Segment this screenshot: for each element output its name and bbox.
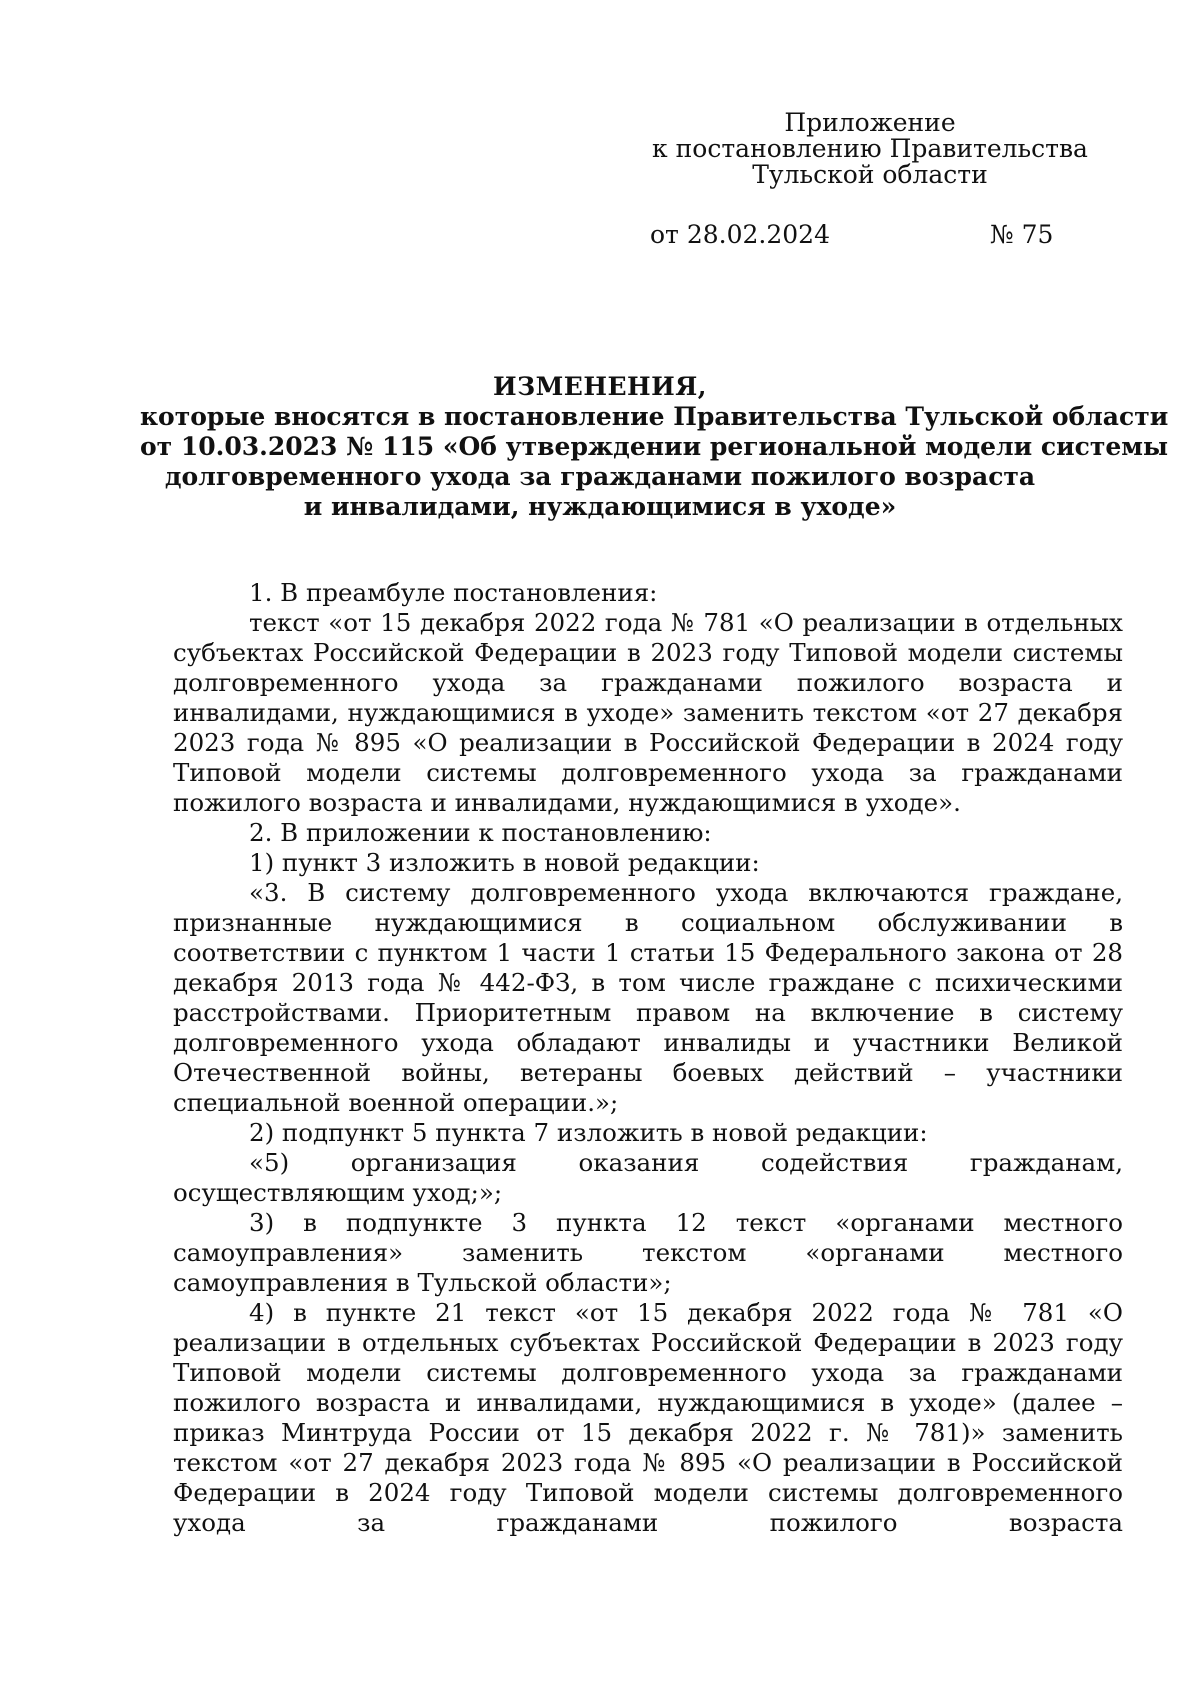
appendix-line-3: Тульской области (752, 160, 988, 189)
title-line-1: ИЗМЕНЕНИЯ, (492, 372, 708, 401)
paragraph-9: 4) в пункте 21 текст «от 15 декабря 2022 года № 781 «О реализации в отдельных субъектах Российской Федерации в 2023 году Типовой модели системы долговременного ухода за гражданами пожилого возраста и инвалидами, нуждающимися в уходе» (далее – приказ Минтруда России от 15 декабря 2022 г. № 781)» заменить текстом «от 27 декабря 2023 года № 895 «О реализации в Российской Федерации в 2024 году Типовой модели системы долговременного ухода за гражданами пожилого возраста (173, 1298, 1123, 1537)
title-line-3: от 10.03.2023 № 115 «Об утверждении региональной модели системы (140, 432, 1169, 461)
document-title (140, 372, 1169, 522)
resolution-date: от 28.02.2024 (650, 220, 830, 249)
paragraph-5: «3. В систему долговременного ухода включаются граждане, признанные нуждающимися в социальном обслуживании в соответствии с пунктом 1 части 1 статьи 15 Федерального закона от 28 декабря 2013 года № 442-ФЗ, в том числе граждане с психическими расстройствами. Приоритетным правом на включение в систему долговременного ухода обладают инвалиды и участники Великой Отечественной войны, ветераны боевых действий – участники специальной военной операции.»; (173, 878, 1123, 1117)
paragraph-2: текст «от 15 декабря 2022 года № 781 «О реализации в отдельных субъектах Российской Федерации в 2023 году Типовой модели системы долговременного ухода за гражданами пожилого возраста и инвалидами, нуждающимися в уходе» заменить текстом «от 27 декабря 2023 года № 895 «О реализации в Российской Федерации в 2024 году Типовой модели системы долговременного ухода за гражданами пожилого возраста и инвалидами, нуждающимися в уходе». (173, 608, 1123, 817)
paragraph-7: «5) организация оказания содействия гражданам, осуществляющим уход;»; (173, 1148, 1123, 1207)
appendix-line-2: к постановлению Правительства (652, 134, 1088, 163)
appendix-line-1: Приложение (784, 108, 956, 137)
document-body (173, 578, 1123, 1538)
paragraph-3: 2. В приложении к постановлению: (249, 818, 712, 847)
paragraph-8: 3) в подпункте 3 пункта 12 текст «органами местного самоуправления» заменить текстом «органами местного самоуправления в Тульской области»; (173, 1208, 1123, 1297)
title-line-2: которые вносятся в постановление Правительства Тульской области (140, 402, 1169, 431)
resolution-number: № 75 (990, 220, 1054, 249)
appendix-block (640, 110, 1100, 188)
title-line-4: долговременного ухода за гражданами пожилого возраста (164, 462, 1036, 491)
paragraph-4: 1) пункт 3 изложить в новой редакции: (249, 848, 760, 877)
title-line-5: и инвалидами, нуждающимися в уходе» (303, 492, 897, 521)
paragraph-6: 2) подпункт 5 пункта 7 изложить в новой редакции: (249, 1118, 928, 1147)
paragraph-1: 1. В преамбуле постановления: (249, 578, 658, 607)
